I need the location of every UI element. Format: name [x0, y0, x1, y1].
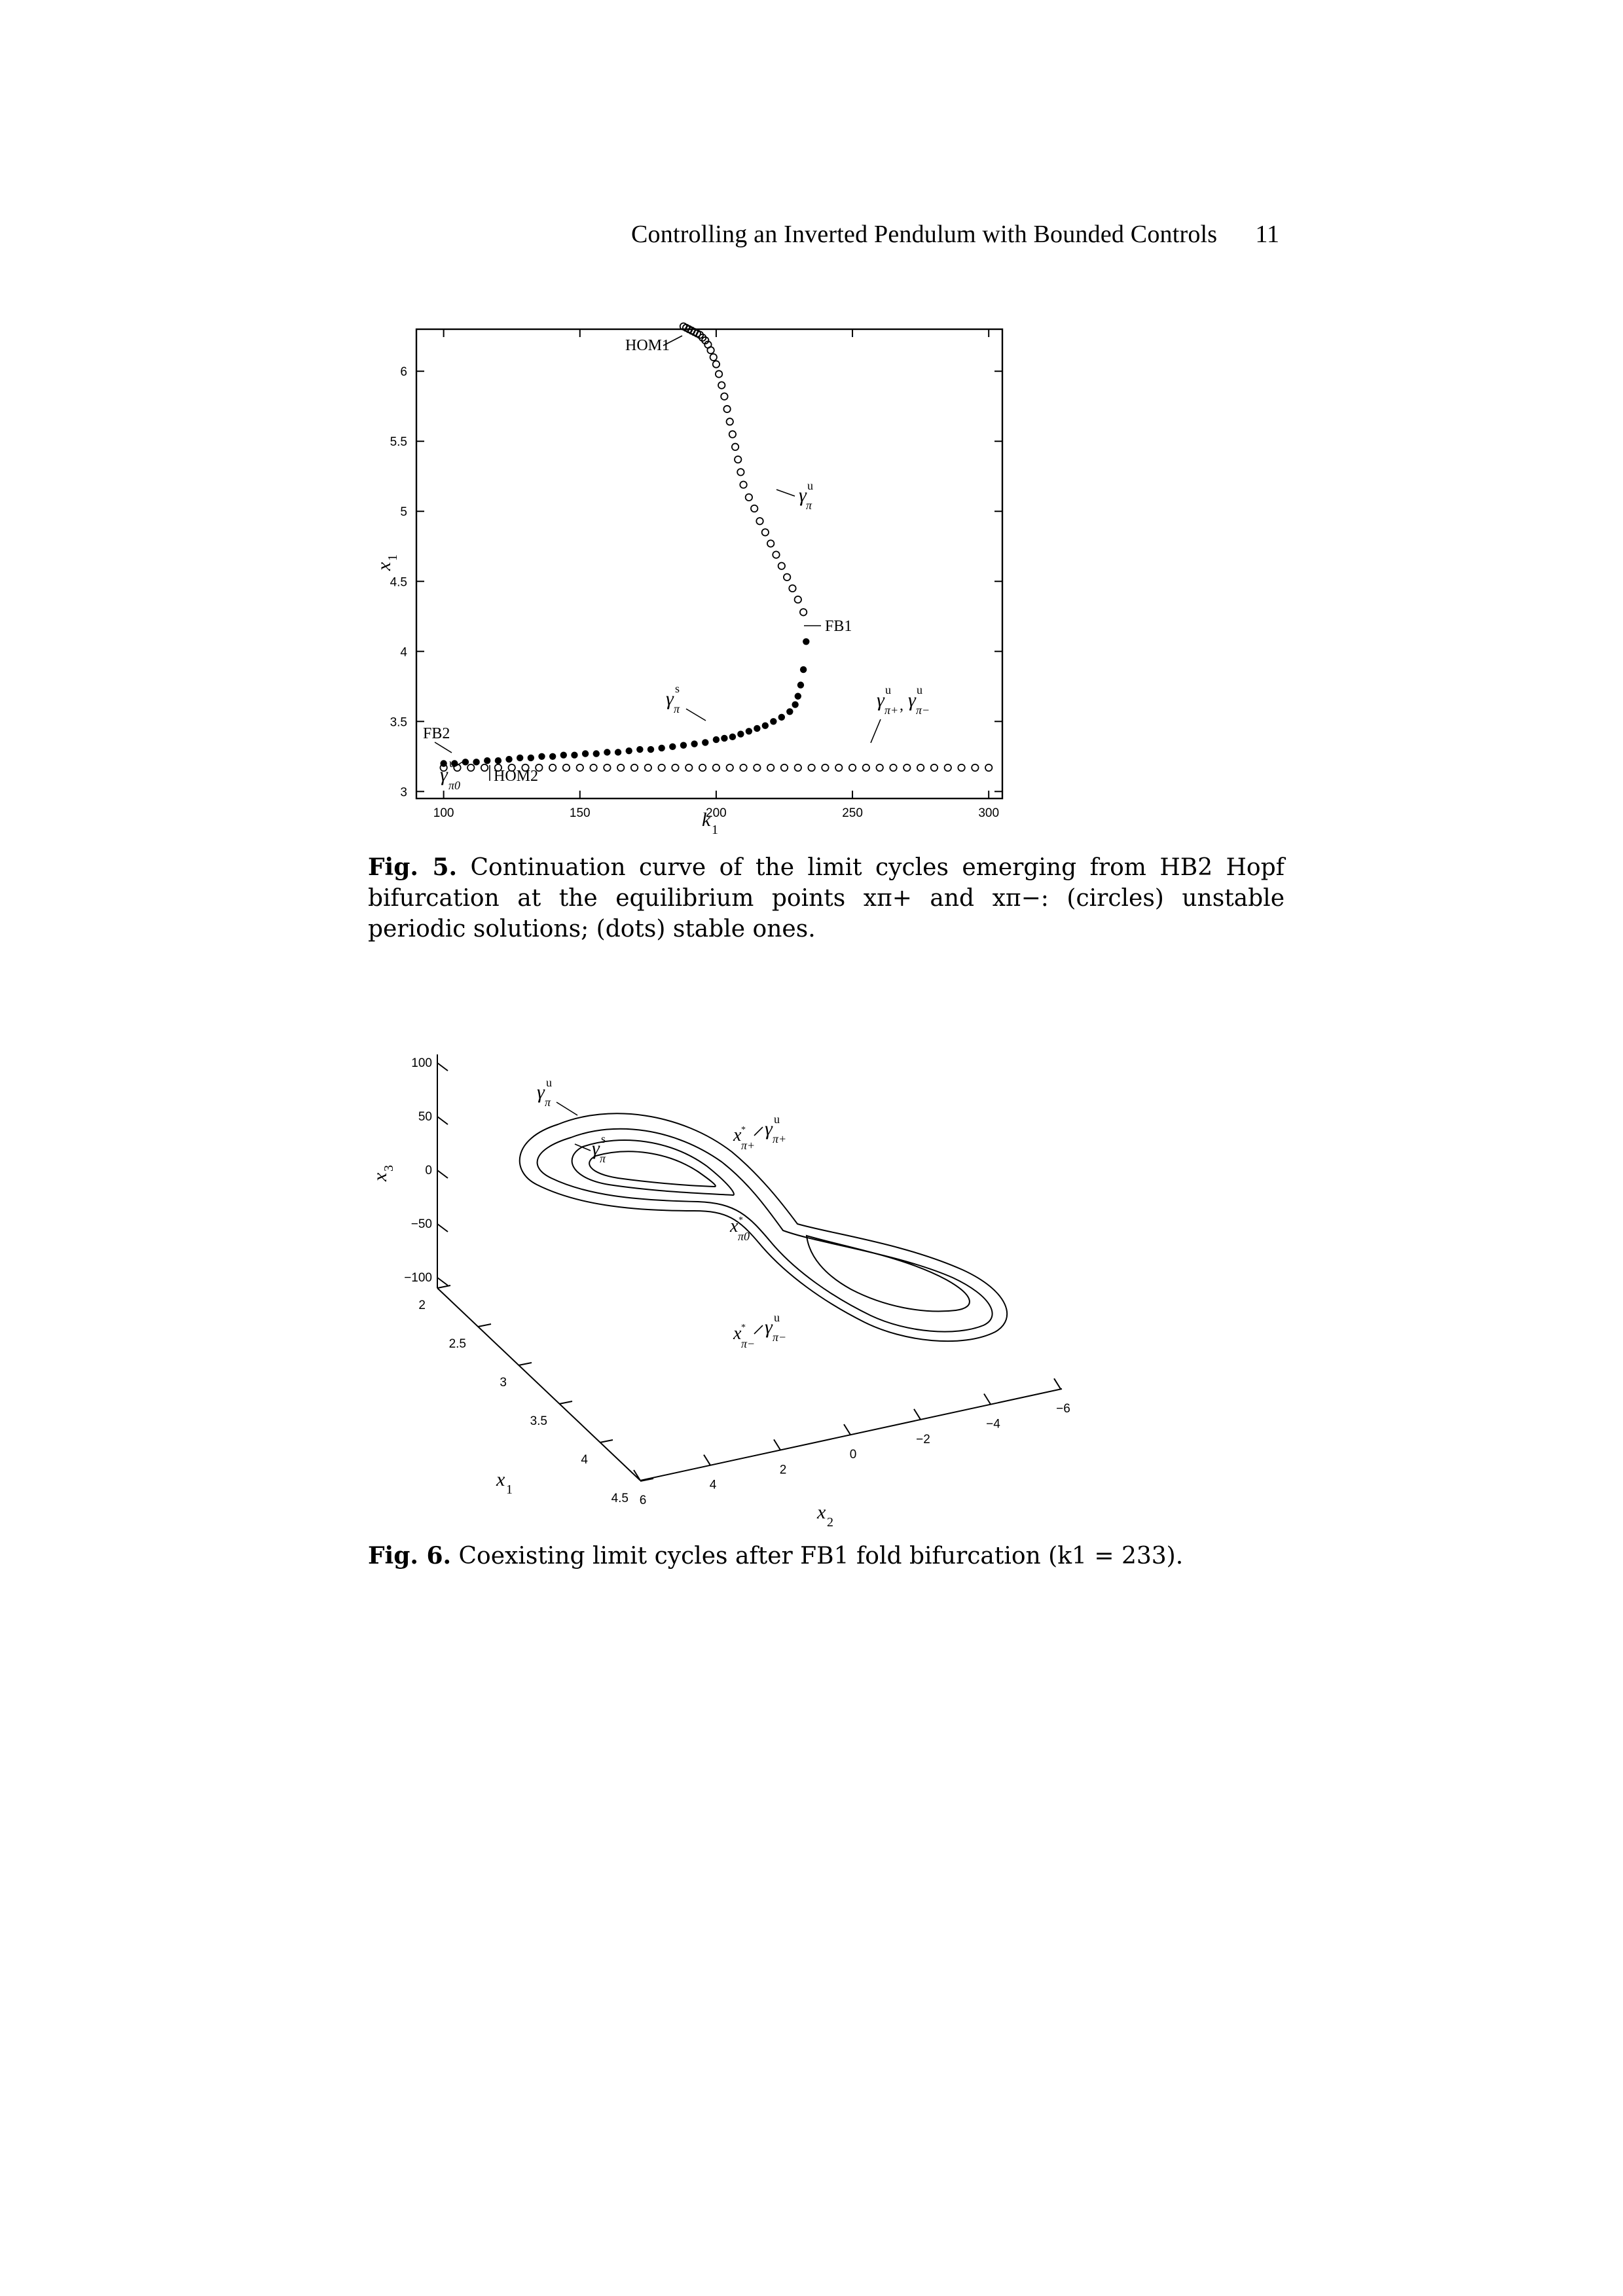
svg-text:π−: π− — [773, 1331, 787, 1344]
svg-text:*: * — [739, 1215, 743, 1225]
y-tick-label: 6 — [400, 365, 407, 380]
x1-tick-label: 2.5 — [448, 1337, 466, 1351]
pointer-x-pi-plus — [754, 1127, 763, 1136]
svg-text:,: , — [900, 697, 903, 714]
svg-text:3: 3 — [382, 1165, 396, 1172]
svg-text:x: x — [373, 562, 395, 571]
x3-tick-label: 50 — [418, 1110, 432, 1124]
svg-text:π0: π0 — [448, 779, 461, 792]
x1-tick — [519, 1363, 532, 1365]
x2-tick — [1054, 1378, 1061, 1389]
svg-text:1: 1 — [506, 1482, 513, 1497]
label-gamma-pi-s-3d — [592, 1132, 606, 1165]
y-tick-label: 3 — [400, 785, 407, 800]
x3-axis-label — [369, 1165, 396, 1182]
svg-text:x: x — [730, 1216, 739, 1236]
x3-tick — [437, 1117, 448, 1124]
figure-5-caption-text: Continuation curve of the limit cycles emerging from HB2 Hopf bifurcation at the equilibrium points xπ+ and xπ−: (circles) unstable periodic solutions; (dots) stable ones. — [368, 854, 1285, 942]
svg-text:γ: γ — [908, 689, 916, 711]
svg-text:x: x — [733, 1125, 742, 1145]
x-tick-label: 100 — [433, 806, 454, 820]
x2-tick — [844, 1424, 850, 1435]
x1-tick-label: 4 — [581, 1453, 588, 1467]
x-tick-label: 250 — [842, 806, 863, 820]
figure-6-caption-text: Coexisting limit cycles after FB1 fold bifurcation (k1 = 233). — [458, 1543, 1184, 1570]
figure-5-caption-label: Fig. 5. — [368, 853, 458, 881]
x2-tick-label: 4 — [709, 1478, 717, 1492]
svg-text:γ: γ — [440, 764, 448, 785]
svg-text:π+: π+ — [884, 704, 899, 717]
label-fb2: FB2 — [423, 725, 450, 742]
svg-text:s: s — [601, 1132, 606, 1145]
svg-text:π: π — [600, 1152, 606, 1165]
x1-tick — [559, 1401, 572, 1404]
label-gamma-pi-plus-u-3d — [765, 1113, 786, 1145]
svg-text:u: u — [807, 479, 813, 492]
svg-text:x: x — [496, 1469, 505, 1490]
figure-6-caption — [368, 1541, 1285, 1571]
svg-text:γ: γ — [799, 484, 807, 506]
y-tick-label: 5.5 — [390, 435, 407, 450]
running-title: Controlling an Inverted Pendulum with Bounded Controls — [631, 221, 1218, 248]
svg-text:π: π — [806, 499, 812, 512]
svg-text:s: s — [675, 682, 680, 695]
x2-axis — [640, 1389, 1062, 1480]
svg-text:γ: γ — [592, 1138, 600, 1159]
svg-text:u: u — [449, 757, 455, 770]
x2-tick — [774, 1439, 780, 1450]
svg-text:π−: π− — [741, 1337, 756, 1350]
svg-text:x: x — [369, 1172, 391, 1181]
axis-labels-3d — [369, 1165, 833, 1530]
x2-tick — [914, 1409, 921, 1420]
pointer-x-pi-minus — [754, 1325, 763, 1334]
x2-tick — [704, 1455, 710, 1465]
label-hom1: HOM1 — [625, 337, 670, 354]
svg-text:u: u — [885, 683, 891, 696]
x2-tick — [984, 1394, 991, 1405]
svg-text:*: * — [741, 1125, 746, 1135]
svg-text:γ: γ — [877, 689, 884, 711]
x3-tick-label: 0 — [425, 1164, 432, 1177]
svg-text:1: 1 — [386, 554, 400, 561]
label-gamma-pi-u-3d — [537, 1076, 552, 1109]
svg-text:u: u — [917, 683, 922, 696]
svg-text:x: x — [733, 1323, 742, 1344]
svg-text:π+: π+ — [773, 1132, 787, 1145]
x2-tick-label: 0 — [849, 1448, 857, 1462]
pointer-gamma-pi-u-3d — [556, 1102, 577, 1115]
svg-text:γ: γ — [765, 1316, 773, 1338]
label-hom2: HOM2 — [494, 768, 539, 785]
svg-text:k: k — [702, 809, 711, 831]
x2-tick-label: 6 — [639, 1494, 647, 1507]
x-tick-label: 200 — [706, 806, 727, 820]
x2-tick-label: −4 — [986, 1417, 1000, 1431]
svg-text:π0: π0 — [738, 1230, 750, 1243]
figure-6-caption-label: Fig. 6. — [368, 1542, 452, 1570]
svg-text:π+: π+ — [741, 1139, 756, 1152]
x2-tick-label: 2 — [779, 1463, 787, 1477]
svg-text:u: u — [774, 1311, 780, 1324]
label-x-pi-plus — [733, 1125, 755, 1152]
x3-tick-label: −50 — [410, 1217, 432, 1231]
x1-tick-label: 4.5 — [611, 1492, 629, 1505]
x-tick-label: 300 — [978, 806, 1000, 820]
x2-tick-label: −6 — [1056, 1402, 1070, 1416]
label-fb1: FB1 — [825, 618, 852, 635]
x1-tick — [437, 1285, 450, 1288]
svg-text:π−: π− — [916, 704, 930, 717]
page-number: 11 — [1255, 221, 1279, 248]
x2-axis-label — [816, 1501, 833, 1530]
svg-text:γ: γ — [765, 1118, 773, 1139]
svg-text:u: u — [774, 1113, 780, 1126]
x2-tick-label: −2 — [916, 1432, 930, 1446]
x1-axis — [437, 1288, 640, 1480]
svg-text:u: u — [546, 1076, 552, 1089]
label-gamma-pi-minus-u-3d — [765, 1311, 786, 1344]
y-tick-label: 3.5 — [390, 715, 407, 730]
x3-tick-label: −100 — [404, 1271, 432, 1285]
inner-cycle-gamma-pi-s-edge — [589, 1151, 716, 1187]
x-tick-label: 150 — [569, 806, 591, 820]
svg-text:2: 2 — [827, 1515, 833, 1530]
label-x-pi-minus — [733, 1323, 755, 1350]
svg-text:x: x — [817, 1501, 826, 1523]
svg-text:π: π — [674, 702, 680, 715]
svg-text:1: 1 — [712, 823, 718, 837]
x3-tick — [437, 1170, 448, 1178]
x1-tick-label: 3 — [500, 1376, 507, 1390]
x1-axis-label — [496, 1469, 513, 1497]
svg-text:π: π — [545, 1096, 551, 1109]
y-tick-label: 4 — [400, 645, 407, 660]
x3-tick — [437, 1224, 448, 1232]
x3-tick — [437, 1063, 448, 1071]
annotations-3d — [537, 1076, 786, 1350]
inner-cycle-right-lobe — [807, 1236, 970, 1312]
x3-tick-label: 100 — [411, 1056, 432, 1070]
x1-tick — [600, 1440, 613, 1443]
x1-tick — [478, 1324, 491, 1327]
svg-text:γ: γ — [537, 1081, 545, 1103]
y-tick-label: 5 — [400, 505, 407, 520]
x1-tick-label: 2 — [418, 1299, 426, 1312]
tick-labels-3d — [404, 1056, 1070, 1507]
svg-text:*: * — [741, 1323, 746, 1333]
x1-tick-label: 3.5 — [530, 1414, 547, 1428]
y-tick-label: 4.5 — [390, 575, 407, 590]
x3-tick — [437, 1278, 448, 1285]
svg-text:γ: γ — [666, 688, 674, 709]
